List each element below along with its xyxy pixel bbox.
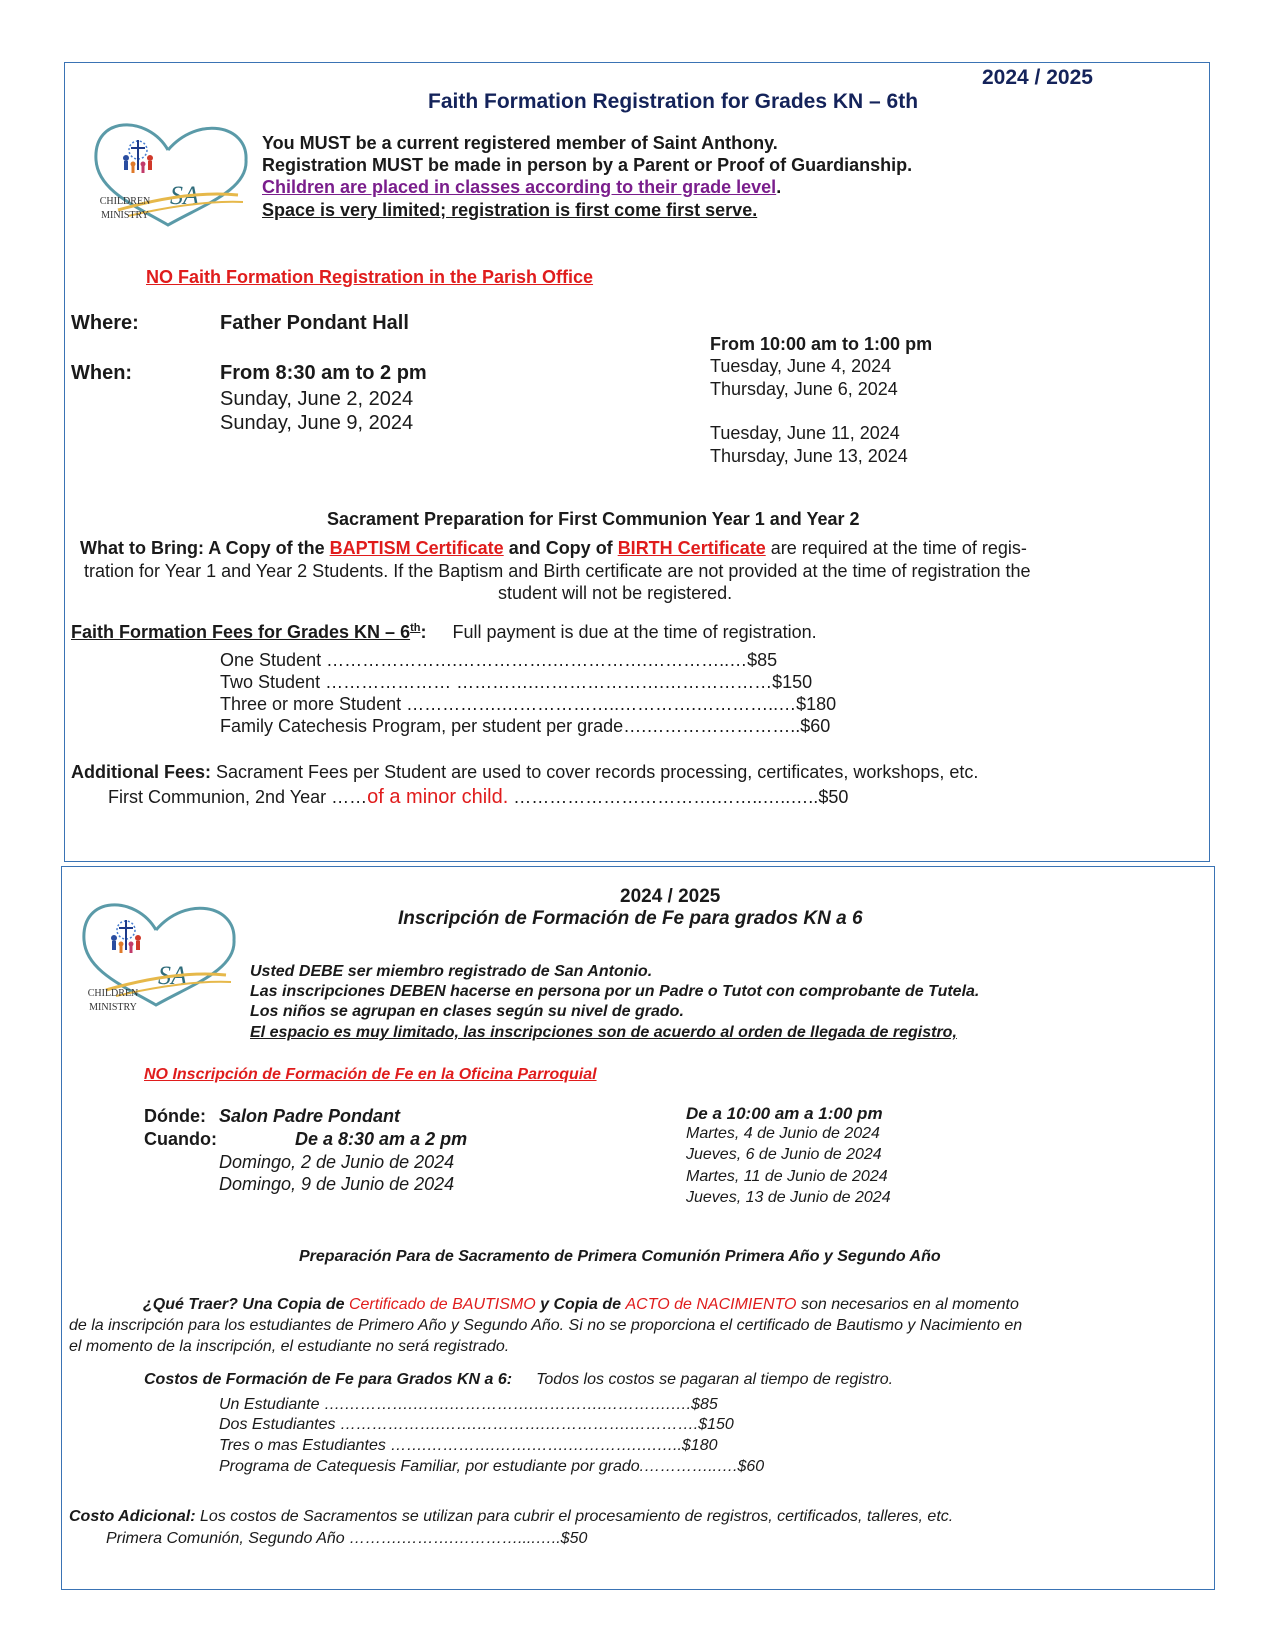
logo-monogram-es: SA [158,961,187,990]
where-value-es: Salon Padre Pondant [219,1106,401,1126]
logo-text-es: CHILDREN MINISTRY [87,988,139,1013]
alt-date-es: Martes, 11 de Junio de 2024 [686,1168,888,1185]
logo-monogram: SA [170,181,199,210]
alt-date-es: Jueves, 6 de Junio de 2024 [686,1146,882,1163]
what-to-bring-es-line3: el momento de la inscripción, el estudiante no será registrado. [69,1338,510,1355]
fee-row-es: Tres o mas Estudiantes …….………….…….…….………….….…..$180 [219,1437,718,1454]
sacrament-heading: Sacrament Preparation for First Communion Year 1 and Year 2 [327,509,860,529]
fee-row: One Student ………………….…………….…………….…………..…$85 [220,650,778,670]
fee-row-es: Programa de Catequesis Familiar, por estudiante por grado.…………..….$60 [219,1458,765,1475]
first-communion-fee: First Communion, 2nd Year ……of a minor child. …………………………….……..…..…..$50 [108,786,849,808]
when-date: Sunday, June 9, 2024 [220,412,414,434]
page-title-es: Inscripción de Formación de Fe para grados KN a 6 [398,908,863,929]
requirement-in-person-es: Las inscripciones DEBEN hacerse en persona por un Padre o Tutot con comprobante de Tutela. [250,983,980,1000]
page-title: Faith Formation Registration for Grades KN – 6th [428,90,919,113]
fee-row-es: Dos Estudiantes ……………….…….………….…………….………….$150 [219,1416,734,1433]
what-to-bring-line1: What to Bring: A Copy of the BAPTISM Certificate and Copy of BIRTH Certificate are required at the time of regis- [80,538,1027,558]
what-to-bring-es-line1: ¿Qué Traer? Una Copia de Certificado de BAUTISMO y Copia de ACTO de NACIMIENTO son necesarios en al momento [143,1296,1019,1313]
additional-fees: Additional Fees: Sacrament Fees per Student are used to cover records processing, certificates, workshops, etc. [71,762,979,782]
fee-row: Family Catechesis Program, per student per grade….……………………..$60 [220,716,831,736]
when-date: Sunday, June 2, 2024 [220,388,414,410]
fee-row: Two Student ………………… ………….………………….………………$150 [220,672,813,692]
what-to-bring-line3: student will not be registered. [498,583,733,603]
requirement-grade-level: Children are placed in classes according to their grade level. [262,177,782,197]
requirement-member: You MUST be a current registered member of Saint Anthony. [262,133,778,153]
requirement-grade-level-es: Los niños se agrupan en clases según su nivel de grado. [250,1003,684,1020]
requirement-member-es: Usted DEBE ser miembro registrado de San Antonio. [250,963,653,980]
year-heading-es: 2024 / 2025 [620,886,721,907]
when-time-es: De a 8:30 am a 2 pm [295,1129,468,1149]
fee-row: Three or more Student …………….………………..………….…………..…$180 [220,694,837,714]
where-label: Where: [71,312,139,334]
requirement-space-limited-es: El espacio es muy limitado, las inscripciones son de acuerdo al orden de llegada de registro, [250,1024,957,1041]
alt-time-es: De a 10:00 am a 1:00 pm [686,1104,883,1123]
what-to-bring-es-line2: de la inscripción para los estudiantes de Primero Año y Segundo Año. Si no se proporciona el certificado de Bautismo y Nacimiento en [69,1317,1023,1334]
first-communion-fee-es: Primera Comunión, Segundo Año ……….……….…………....…..$50 [106,1530,588,1547]
sacrament-heading-es: Preparación Para de Sacramento de Primera Comunión Primera Año y Segundo Año [299,1248,941,1265]
requirement-in-person: Registration MUST be made in person by a Parent or Proof of Guardianship. [262,155,913,175]
alt-date: Tuesday, June 11, 2024 [710,423,900,443]
no-office-notice-es: NO Inscripción de Formación de Fe en la Oficina Parroquial [144,1066,597,1083]
fees-heading-es: Costos de Formación de Fe para Grados KN a 6: Todos los costos se pagaran al tiempo de registro. [144,1371,894,1388]
alt-date-es: Martes, 4 de Junio de 2024 [686,1125,880,1142]
requirement-space-limited: Space is very limited; registration is first come first serve. [262,200,758,220]
what-to-bring-line2: tration for Year 1 and Year 2 Students. If the Baptism and Birth certificate are not provided at the time of registration the [84,561,1031,581]
where-label-es: Dónde: [144,1106,206,1126]
no-office-notice: NO Faith Formation Registration in the Parish Office [146,267,594,287]
additional-fees-es: Costo Adicional: Los costos de Sacramentos se utilizan para cubrir el procesamiento de registros, certificados, talleres, etc. [69,1508,954,1525]
when-label: When: [71,362,133,384]
alt-date: Thursday, June 13, 2024 [710,446,908,466]
when-date-es: Domingo, 2 de Junio de 2024 [219,1152,455,1172]
fee-row-es: Un Estudiante ….………….…….…………….………….………….….$85 [219,1396,718,1413]
alt-date: Tuesday, June 4, 2024 [710,356,892,376]
alt-date-es: Jueves, 13 de Junio de 2024 [686,1189,891,1206]
alt-time: From 10:00 am to 1:00 pm [710,334,933,354]
when-label-es: Cuando: [144,1129,217,1149]
year-heading: 2024 / 2025 [982,66,1093,89]
when-time: From 8:30 am to 2 pm [220,362,427,384]
where-value: Father Pondant Hall [220,312,409,334]
when-date-es: Domingo, 9 de Junio de 2024 [219,1174,455,1194]
logo-text: CHILDREN MINISTRY [99,196,151,221]
fees-heading: Faith Formation Fees for Grades KN – 6th: Full payment is due at the time of registration. [71,622,817,642]
alt-date: Thursday, June 6, 2024 [710,379,898,399]
